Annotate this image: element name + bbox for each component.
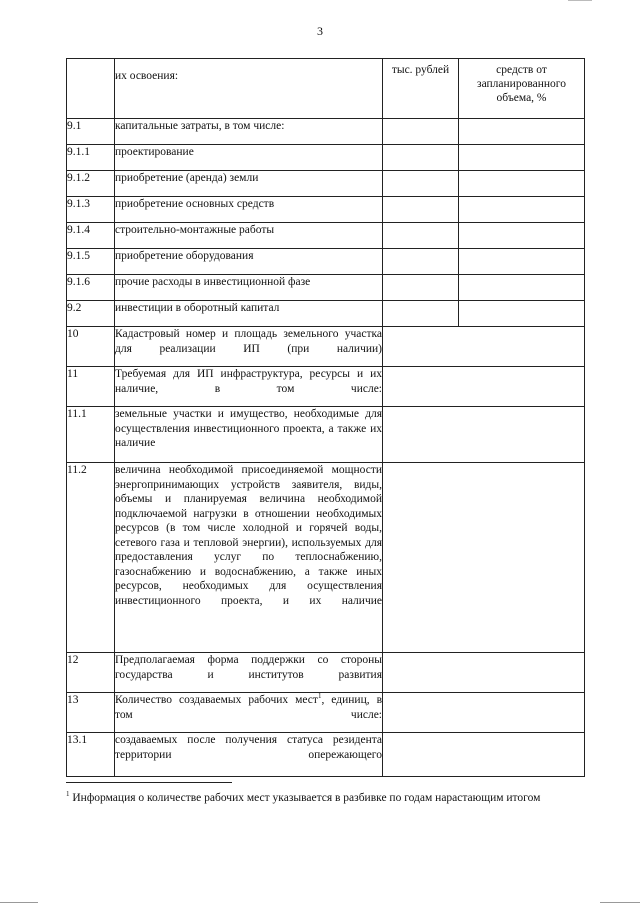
row-number: 9.1.1 <box>67 145 115 171</box>
row-number: 12 <box>67 653 115 693</box>
percent-cell <box>459 301 585 327</box>
table-row <box>67 197 585 223</box>
table-row <box>67 249 585 275</box>
row-label: строительно-монтажные работы <box>115 223 383 249</box>
row-label-text-cont: , единиц, в том числе: <box>115 694 382 721</box>
table-row <box>67 223 585 249</box>
percent-cell <box>459 249 585 275</box>
percent-cell <box>459 197 585 223</box>
amount-cell <box>383 197 459 223</box>
table-row <box>67 367 585 407</box>
table-row <box>67 301 585 327</box>
value-cell <box>383 653 585 693</box>
amount-cell <box>383 301 459 327</box>
row-label <box>115 693 383 733</box>
row-label: капитальные затраты, в том числе: <box>115 119 383 145</box>
row-number: 10 <box>67 327 115 367</box>
value-cell <box>383 367 585 407</box>
row-number: 11.1 <box>67 407 115 463</box>
percent-cell <box>459 171 585 197</box>
amount-cell <box>383 171 459 197</box>
row-number: 11 <box>67 367 115 407</box>
row-label: прочие расходы в инвестиционной фазе <box>115 275 383 301</box>
value-cell <box>383 733 585 777</box>
row-number: 9.1.5 <box>67 249 115 275</box>
footnote-separator <box>66 782 232 783</box>
row-label-text: Количество создаваемых рабочих мест <box>115 694 318 706</box>
table-row <box>67 733 585 777</box>
value-cell <box>383 327 585 367</box>
investment-project-table <box>66 58 585 777</box>
footnote <box>66 789 584 807</box>
table-header-row <box>67 59 585 119</box>
row-number: 9.2 <box>67 301 115 327</box>
header-name-cell: их освоения: <box>115 59 383 119</box>
value-cell <box>383 463 585 653</box>
row-label: приобретение оборудования <box>115 249 383 275</box>
row-label: Кадастровый номер и площадь земельного участка для реализации ИП (при наличии) <box>115 327 383 367</box>
row-label: проектирование <box>115 145 383 171</box>
table-row <box>67 275 585 301</box>
header-num-cell <box>67 59 115 119</box>
header-percent-cell: средств от запланированного объема, % <box>459 59 585 119</box>
value-cell <box>383 693 585 733</box>
row-label: приобретение основных средств <box>115 197 383 223</box>
row-label: приобретение (аренда) земли <box>115 171 383 197</box>
row-label: инвестиции в оборотный капитал <box>115 301 383 327</box>
scan-edge-mark <box>0 902 38 903</box>
row-number: 9.1.3 <box>67 197 115 223</box>
amount-cell <box>383 119 459 145</box>
row-number: 9.1.2 <box>67 171 115 197</box>
percent-cell <box>459 145 585 171</box>
row-number: 9.1 <box>67 119 115 145</box>
table-row <box>67 145 585 171</box>
scan-edge-mark <box>600 902 640 903</box>
footnote-reference: 1 <box>317 692 322 701</box>
row-number: 13 <box>67 693 115 733</box>
row-label: создаваемых после получения статуса резидента территории опережающего <box>115 733 383 777</box>
header-unit-cell: тыс. рублей <box>383 59 459 119</box>
table-row <box>67 693 585 733</box>
amount-cell <box>383 223 459 249</box>
row-label: величина необходимой присоединяемой мощности энергопринимающих устройств заявителя, виды, объемы и планируемая величина необходимой подключаемой нагрузки в отношении необходимых ресурсов (в том числе холодной и горячей воды, сетевого газа и тепловой энергии), используемых для предоставления услуг по теплоснабжению, газоснабжению и водоснабжению, а также иных ресурсов, необходимых для осуществления инвестиционного проекта, и их наличие <box>115 463 383 653</box>
footnote-text: Информация о количестве рабочих мест указывается в разбивке по годам нарастающим итогом <box>72 792 541 804</box>
percent-cell <box>459 275 585 301</box>
row-number: 9.1.4 <box>67 223 115 249</box>
table-row <box>67 653 585 693</box>
row-number: 9.1.6 <box>67 275 115 301</box>
row-label: земельные участки и имущество, необходимые для осуществления инвестиционного проекта, а также их наличие <box>115 407 383 463</box>
table-row <box>67 171 585 197</box>
table-row <box>67 407 585 463</box>
value-cell <box>383 407 585 463</box>
row-label: Предполагаемая форма поддержки со стороны государства и институтов развития <box>115 653 383 693</box>
footnote-marker: 1 <box>66 790 70 799</box>
amount-cell <box>383 249 459 275</box>
page-number: 3 <box>317 24 323 38</box>
percent-cell <box>459 223 585 249</box>
table-row <box>67 119 585 145</box>
percent-cell <box>459 119 585 145</box>
row-label: Требуемая для ИП инфраструктура, ресурсы и их наличие, в том числе: <box>115 367 383 407</box>
amount-cell <box>383 275 459 301</box>
table-row <box>67 463 585 653</box>
row-number: 13.1 <box>67 733 115 777</box>
row-number: 11.2 <box>67 463 115 653</box>
scan-edge-mark <box>568 0 592 2</box>
amount-cell <box>383 145 459 171</box>
table-row <box>67 327 585 367</box>
